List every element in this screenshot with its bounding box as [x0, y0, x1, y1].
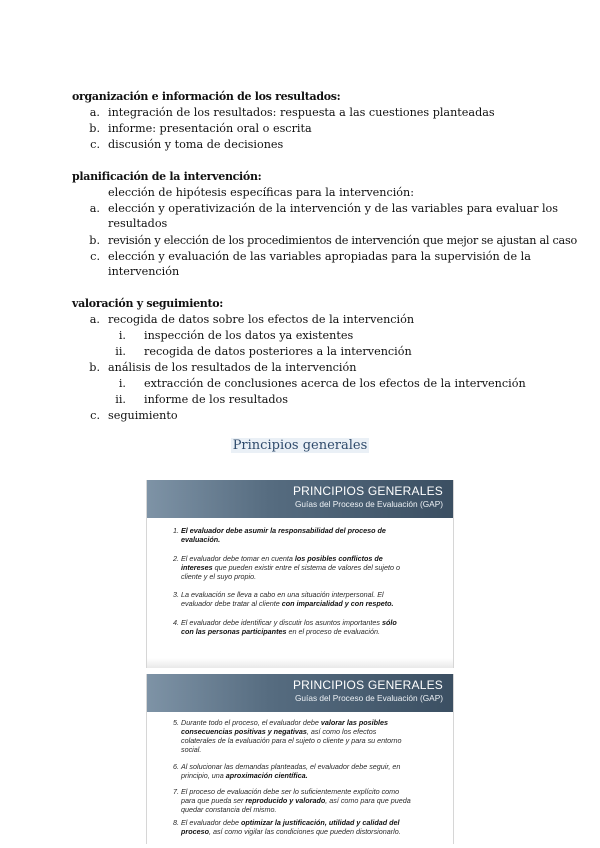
- point-number: 5.: [173, 718, 179, 727]
- list-item: recogida de datos sobre los efectos de la intervención: [108, 313, 415, 326]
- slide-header: [147, 480, 453, 518]
- slide-point: El evaluador debe identificar y discutir los asuntos importantes sólo con las personas participantes en el proceso de evaluación.: [181, 618, 397, 636]
- point-number: 7.: [173, 787, 179, 796]
- list-label: c.: [90, 138, 100, 151]
- list-item-continuation: resultados: [108, 217, 168, 230]
- list-label: c.: [90, 409, 100, 422]
- slide-subtitle: Guías del Proceso de Evaluación (GAP): [294, 693, 443, 703]
- slide-title: PRINCIPIOS GENERALES: [292, 678, 443, 692]
- slide-body: [147, 712, 453, 844]
- slide-image-2: [146, 674, 454, 844]
- sublist-item: informe de los resultados: [144, 393, 289, 406]
- slide-title: PRINCIPIOS GENERALES: [292, 484, 443, 498]
- section-heading-planificacion: planificación de la intervención:: [72, 170, 262, 183]
- sublist-item: inspección de los datos ya existentes: [144, 329, 354, 342]
- section-heading-valoracion: valoración y seguimiento:: [72, 297, 224, 310]
- point-number: 6.: [173, 762, 179, 771]
- slide-subtitle: Guías del Proceso de Evaluación (GAP): [294, 499, 443, 509]
- slide-shadow: [147, 658, 453, 668]
- point-number: 8.: [173, 818, 179, 827]
- slide-point: El evaluador debe tomar en cuenta los posibles conflictos de intereses que pueden existir entre el sistema de valores del sujeto o cliente y el suyo propio.: [181, 554, 400, 581]
- point-number: 2.: [173, 554, 179, 563]
- slide-point: La evaluación se lleva a cabo en una situación interpersonal. El evaluador debe tratar al cliente con imparcialidad y con respeto.: [181, 590, 394, 608]
- list-item-continuation: intervención: [108, 265, 180, 278]
- point-number: 3.: [173, 590, 179, 599]
- slide-body: [147, 518, 453, 668]
- list-label: b.: [89, 361, 100, 374]
- list-item: elección y evaluación de las variables apropiadas para la supervisión de la: [108, 250, 531, 263]
- list-label: a.: [89, 313, 100, 326]
- list-item: seguimiento: [108, 409, 178, 422]
- list-item: elección y operativización de la intervención y de las variables para evaluar los: [108, 202, 559, 215]
- sublist-item: extracción de conclusiones acerca de los efectos de la intervención: [144, 377, 526, 390]
- list-label: a.: [89, 202, 100, 215]
- sublist-item: recogida de datos posteriores a la intervención: [144, 345, 412, 358]
- list-item: discusión y toma de decisiones: [108, 138, 284, 151]
- list-label: b.: [89, 122, 100, 135]
- slide-header: [147, 674, 453, 712]
- slide-point: El proceso de evaluación debe ser lo suficientemente explícito como para que pueda ser reproducido y valorado, así como para que pueda quedar constancia del mismo.: [181, 787, 411, 814]
- sublist-label: ii.: [115, 393, 126, 406]
- section-heading-organizacion: organización e información de los resultados:: [72, 90, 341, 103]
- list-item: informe: presentación oral o escrita: [108, 122, 312, 135]
- list-label: b.: [89, 234, 100, 247]
- list-item: análisis de los resultados de la intervención: [108, 361, 357, 374]
- list-item: integración de los resultados: respuesta a las cuestiones planteadas: [108, 106, 495, 119]
- point-number: 4.: [173, 618, 179, 627]
- slide-point: Al solucionar las demandas planteadas, el evaluador debe seguir, en principio, una aproximación científica.: [181, 762, 401, 780]
- section-intro: elección de hipótesis específicas para la intervención:: [108, 186, 415, 199]
- list-label: a.: [89, 106, 100, 119]
- sublist-label: ii.: [115, 345, 126, 358]
- slide-point: El evaluador debe asumir la responsabilidad del proceso de evaluación.: [181, 526, 386, 544]
- list-item: revisión y elección de los procedimientos de intervención que mejor se ajustan al caso: [108, 234, 577, 247]
- slide-point: Durante todo el proceso, el evaluador debe valorar las posibles consecuencias positivas y negativas, así como los efectos colaterales de la evaluación para el sujeto o cliente y para su entorno social.: [181, 718, 402, 754]
- slide-point: El evaluador debe optimizar la justificación, utilidad y calidad del proceso, así como vigilar las condiciones que pueden distorsionarlo.: [181, 818, 401, 836]
- sublist-label: i.: [118, 329, 126, 342]
- slide-image-1: [146, 480, 454, 668]
- sublist-label: i.: [118, 377, 126, 390]
- principles-title: Principios generales: [232, 438, 368, 453]
- point-number: 1.: [173, 526, 179, 535]
- list-label: c.: [90, 250, 100, 263]
